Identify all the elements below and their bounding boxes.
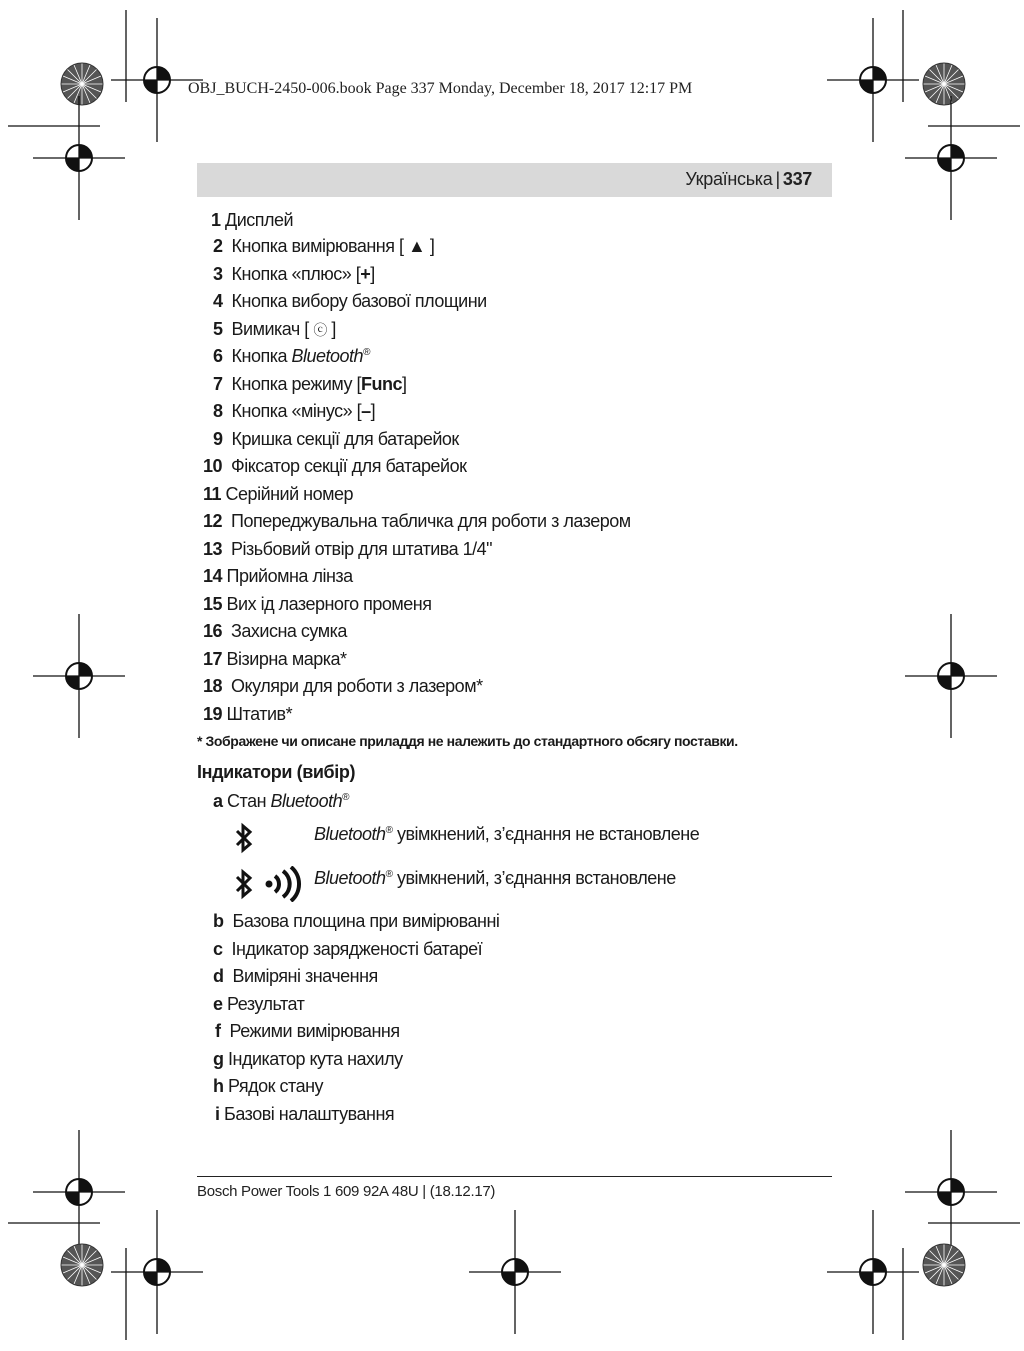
item-tail: ] [402,374,407,394]
item-text: Виміряні значення [232,966,378,986]
item-letter: i [215,1104,220,1124]
list-item [203,649,347,670]
item-text: Результат [227,994,305,1014]
list-item [213,319,336,340]
item-text: Рядок стану [228,1076,324,1096]
item-text: Режими вимірювання [229,1021,400,1041]
print-job-header: OBJ_BUCH-2450-006.book Page 337 Monday, December 18, 2017 12:17 PM [188,80,693,97]
list-item [213,429,459,450]
item-number: 6 [213,346,223,366]
footer-divider [197,1176,832,1177]
list-item [203,484,353,505]
item-text: Індикатор зарядженості батареї [231,939,483,959]
list-item [203,566,353,587]
item-tail: ] [331,319,336,339]
item-italic: Bluetooth [270,791,343,811]
item-text: Дисплей [225,210,294,230]
indicator-a [213,791,349,812]
item-italic: Bluetooth [291,346,364,366]
item-tail: ] [370,264,375,284]
list-item [213,911,499,932]
item-text: Попереджувальна табличка для роботи з лазером [231,511,631,531]
item-letter: d [213,966,224,986]
list-item [213,1049,403,1070]
list-item [213,346,370,367]
item-number: 14 [203,566,223,586]
bluetooth-connected-icon [231,866,305,902]
item-text: Кнопка [231,346,292,366]
item-text: Кнопка «плюс» [ [231,264,361,284]
item-number: 1 [211,210,221,230]
item-number: 12 [203,511,223,531]
list-item [203,511,631,532]
item-text: Вимикач [ [231,319,309,339]
list-item [203,621,347,642]
item-text: Фіксатор секції для батарейок [231,456,467,476]
page-header-band [197,163,832,197]
item-text: Візирна марка* [226,649,347,669]
item-text: Прийомна лінза [226,566,353,586]
state-italic: Bluetooth [314,824,386,844]
item-number: 5 [213,319,223,339]
item-number: 15 [203,594,223,614]
list-item [213,236,434,257]
page-footer: Bosch Power Tools 1 609 92A 48U | (18.12.17) [197,1183,496,1200]
list-item [203,539,492,560]
state-text: увімкнений, з’єднання встановлене [392,868,676,888]
item-number: 7 [213,374,223,394]
language-label: Українська [685,169,773,189]
list-item [213,374,407,395]
item-number: 9 [213,429,223,449]
item-tail: ] [370,401,376,421]
item-text: Стан [227,791,271,811]
item-text: Кришка секції для батарейок [231,429,459,449]
header-separator: | [775,169,780,189]
footnote: * Зображене чи описане приладдя не належить до стандартного обсягу поставки. [197,733,738,749]
item-number: 18 [203,676,223,696]
list-item [213,994,304,1015]
measure-button-icon: ▲ [408,236,426,256]
state-italic: Bluetooth [314,868,386,888]
item-text: Різьбовий отвір для штатива 1/4" [231,539,493,559]
item-letter: b [213,911,224,931]
bluetooth-icon [231,822,257,854]
item-number: 19 [203,704,223,724]
power-button-icon: ⓒ [313,322,327,338]
item-number: 10 [203,456,223,476]
list-item [213,264,375,285]
list-item [203,704,292,725]
list-item [213,401,375,422]
item-text: Базова площина при вимірюванні [232,911,500,931]
item-number: 2 [213,236,223,256]
bluetooth-state-disconnected [314,824,699,845]
minus-button-icon: – [361,401,371,421]
item-text: Окуляри для роботи з лазером* [231,676,483,696]
item-text: Кнопка «мінус» [ [231,401,362,421]
item-number: 16 [203,621,223,641]
item-text: Кнопка режиму [ [231,374,361,394]
item-text: Індикатор кута нахилу [228,1049,403,1069]
item-text: Базові налаштування [224,1104,395,1124]
list-item [215,1104,394,1125]
list-item [215,1021,400,1042]
item-text: Захисна сумка [231,621,347,641]
item-letter: f [215,1021,221,1041]
item-number: 17 [203,649,223,669]
page-header [685,169,812,190]
item-letter: h [213,1076,224,1096]
item-sup: ® [342,792,349,803]
item-text: Кнопка вибору базової площини [231,291,487,311]
list-item [213,966,378,987]
list-item [203,594,431,615]
state-text: увімкнений, з’єднання не встановлене [392,824,700,844]
section-heading: Індикатори (вибір) [197,762,356,782]
item-tail: ] [429,236,435,256]
item-number: 8 [213,401,223,421]
list-item [211,210,293,231]
item-text: Кнопка вимірювання [ [231,236,404,256]
item-text: Серійний номер [225,484,354,504]
item-text: Штатив* [226,704,293,724]
item-number: 4 [213,291,223,311]
item-letter: e [213,994,223,1014]
item-sup: ® [363,347,370,358]
item-number: 3 [213,264,223,284]
list-item [213,939,482,960]
item-text: Вих ід лазерного променя [226,594,432,614]
state-sup: ® [385,825,393,836]
state-sup: ® [385,869,393,880]
page-number: 337 [782,169,812,189]
item-number: 13 [203,539,223,559]
list-item [213,291,487,312]
list-item [203,676,483,697]
plus-button-icon: + [360,264,371,284]
func-button-label: Func [361,374,402,394]
list-item [203,456,466,477]
list-item [213,1076,323,1097]
item-letter: g [213,1049,224,1069]
item-letter: c [213,939,223,959]
item-letter: a [213,791,223,811]
bluetooth-state-connected [314,868,676,889]
item-number: 11 [203,484,222,504]
